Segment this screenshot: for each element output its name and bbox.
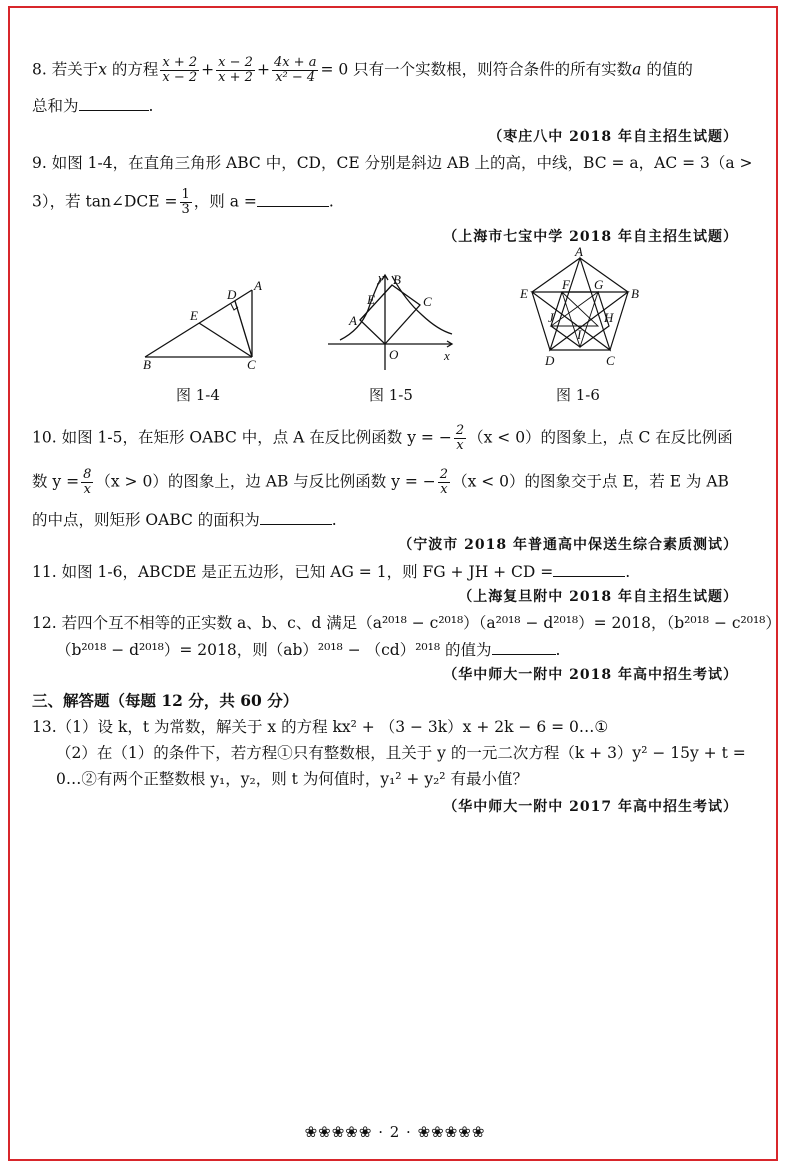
q13-line3: 0…②有两个正整数根 y₁，y₂，则 t 为何值时，y₁² + y₂² 有最小值？	[56, 770, 528, 788]
q10-frac1-num: 2	[455, 423, 465, 438]
q11-source: （上海复旦附中 2018 年自主招生试题）	[458, 589, 738, 605]
fig6-caption: 图 1-6	[556, 386, 600, 404]
q10-line1-b: （x < 0）的图象上，点 C 在反比例函	[468, 428, 733, 447]
q10-line3	[32, 508, 337, 531]
q8-answer-blank[interactable]	[79, 94, 149, 111]
fig6-label-d: D	[545, 353, 555, 368]
q8-plus2: +	[256, 60, 270, 79]
fig6-label-e: E	[520, 286, 528, 301]
q8-text-d: 的值的	[641, 60, 693, 79]
q9-frac-num: 1	[181, 187, 190, 202]
q10-frac1-den: x	[456, 438, 464, 453]
fig4-label-b: B	[143, 357, 151, 372]
q11-answer-blank[interactable]	[553, 560, 625, 577]
q8-frac1-den: x − 2	[162, 70, 198, 85]
q12-end: .	[555, 641, 561, 659]
q12-line2-text: （b²⁰¹⁸ − d²⁰¹⁸）= 2018，则（ab）²⁰¹⁸ − （cd）²⁰¹⁸ 的值为	[56, 641, 492, 659]
q11-text: 11. 如图 1-6，ABCDE 是正五边形，已知 AG = 1，则 FG + JH + CD =	[32, 563, 554, 581]
q10-answer-blank[interactable]	[260, 508, 332, 525]
page-frame	[8, 6, 778, 1161]
fig6-label-b: B	[631, 286, 639, 301]
q8-text-c: = 0 只有一个实数根，则符合条件的所有实数	[320, 60, 633, 79]
q9-frac	[180, 188, 192, 217]
q11-line	[32, 560, 630, 583]
q10-frac2-den: x	[83, 482, 91, 497]
fig6-label-i: I	[577, 327, 582, 342]
q10-end: .	[331, 511, 337, 529]
q10-line1	[32, 424, 733, 453]
fig4-label-e: E	[190, 308, 198, 323]
fig6-label-f: F	[562, 277, 570, 292]
q11-end: .	[625, 563, 631, 581]
q8-frac2-num: x − 2	[218, 55, 253, 70]
q9-frac-den: 3	[181, 202, 190, 217]
q10-line2	[32, 468, 729, 497]
q9-end: .	[328, 192, 334, 211]
fig5-label-y: y	[378, 270, 384, 285]
q9-answer-blank[interactable]	[257, 190, 329, 207]
fig6-label-j: J	[548, 310, 554, 325]
q8-frac2	[216, 56, 255, 85]
q8-source: （枣庄八中 2018 年自主招生试题）	[488, 129, 738, 145]
fig5-label-e: E	[367, 292, 375, 307]
fig5-label-o: O	[389, 347, 399, 362]
q10-frac1	[454, 424, 466, 453]
q8-var-a: a	[632, 60, 642, 79]
q9-line2	[32, 188, 334, 217]
q10-line3-text: 的中点，则矩形 OABC 的面积为	[32, 511, 260, 529]
q12-line1: 12. 若四个互不相等的正实数 a、b、c、d 满足（a²⁰¹⁸ − c²⁰¹⁸）（a²⁰¹⁸ − d²⁰¹⁸）= 2018，（b²⁰¹⁸ − c²⁰¹⁸）	[32, 614, 781, 632]
q12-source: （华中师大一附中 2018 年高中招生考试）	[443, 667, 738, 683]
q8-text-a: 8. 若关于	[32, 60, 99, 79]
q8-end: .	[148, 97, 154, 115]
q13-line1: 13.（1）设 k，t 为常数，解关于 x 的方程 kx² + （3 − 3k）x + 2k − 6 = 0…①	[32, 718, 609, 736]
q8-text-b: 的方程	[106, 60, 159, 79]
q10-frac3-num: 2	[439, 467, 449, 482]
q10-line1-a: 10. 如图 1-5，在矩形 OABC 中，点 A 在反比例函数 y = −	[32, 428, 452, 447]
fig4-label-a: A	[254, 278, 262, 293]
q13-source: （华中师大一附中 2017 年高中招生考试）	[443, 799, 738, 815]
q12-line2	[56, 638, 560, 661]
q10-frac3	[438, 468, 450, 497]
fig4-line-ce	[199, 323, 252, 357]
fig5-label-a: A	[349, 313, 357, 328]
q8-frac2-den: x + 2	[218, 70, 253, 85]
q8-plus1: +	[201, 60, 215, 79]
q8-frac1-num: x + 2	[162, 55, 198, 70]
q10-frac3-den: x	[440, 482, 448, 497]
q8-frac3-num: 4x + a	[273, 55, 317, 70]
fig6-label-a: A	[575, 244, 583, 259]
q9-line2-a: 3），若 tan∠DCE =	[32, 192, 178, 211]
q8-line2-text: 总和为	[32, 97, 79, 115]
fig6-label-c: C	[606, 353, 615, 368]
q13-line2: （2）在（1）的条件下，若方程①只有整数根，且关于 y 的一元二次方程（k + 3）y² − 15y + t =	[56, 744, 746, 762]
fig5-label-b: B	[393, 272, 401, 287]
fig4-line-cd	[235, 301, 252, 357]
q10-line2-c: （x < 0）的图象交于点 E，若 E 为 AB	[452, 472, 729, 491]
q8-frac3-den: x² − 4	[275, 70, 316, 85]
q12-answer-blank[interactable]	[492, 638, 556, 655]
fig4-label-d: D	[227, 287, 237, 302]
q9-line1: 9. 如图 1-4，在直角三角形 ABC 中，CD，CE 分别是斜边 AB 上的高，中线，BC = a，AC = 3（a >	[32, 154, 753, 172]
page-footer: ❀❀❀❀❀ · 2 · ❀❀❀❀❀	[304, 1123, 486, 1141]
q10-frac2-num: 8	[83, 467, 92, 482]
fig5-hyperbola-left	[340, 278, 381, 340]
fig5-label-x: x	[444, 348, 450, 363]
q8-line1	[32, 56, 693, 85]
fig5-label-c: C	[423, 294, 432, 309]
q10-line2-b: （x > 0）的图象上，边 AB 与反比例函数 y = −	[95, 472, 436, 491]
fig5-caption: 图 1-5	[369, 386, 413, 404]
q8-frac3	[272, 56, 319, 85]
q9-line2-b: ，则 a =	[193, 192, 257, 211]
q8-frac1	[160, 56, 199, 85]
q9-source: （上海市七宝中学 2018 年自主招生试题）	[443, 229, 738, 245]
q10-line2-a: 数 y =	[32, 472, 80, 491]
q8-line2	[32, 94, 153, 117]
q8-var-x: x	[98, 60, 107, 79]
fig4-label-c: C	[247, 357, 256, 372]
section3-title: 三、解答题（每题 12 分，共 60 分）	[32, 691, 299, 710]
q10-source: （宁波市 2018 年普通高中保送生综合素质测试）	[398, 537, 738, 553]
fig4-caption: 图 1-4	[176, 386, 220, 404]
fig6-label-g: G	[594, 277, 604, 292]
q10-frac2	[81, 468, 93, 497]
fig6-label-h: H	[604, 310, 614, 325]
